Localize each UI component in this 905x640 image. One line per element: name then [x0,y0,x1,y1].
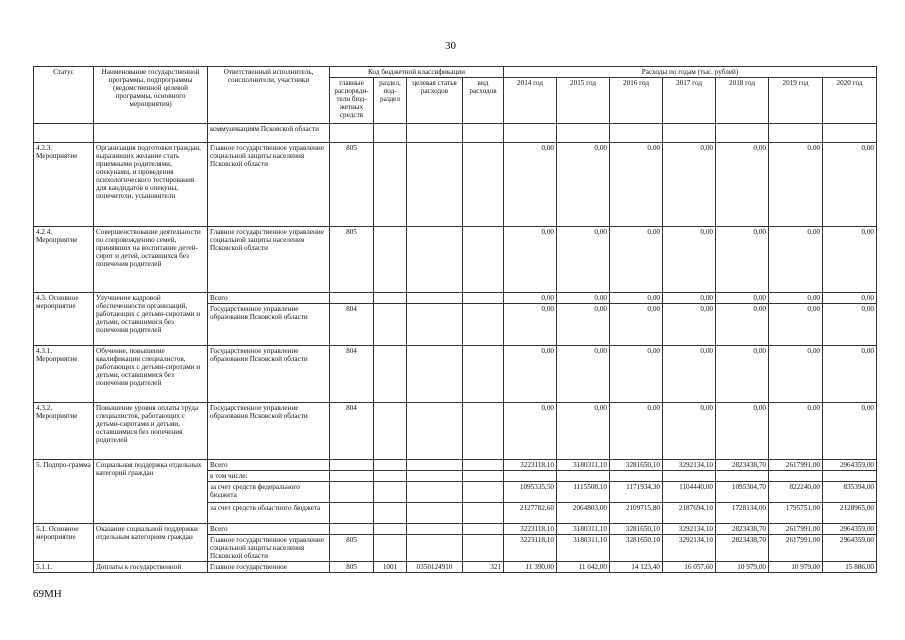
cell-target [407,535,463,562]
cell-exp-type [463,471,504,482]
header-year: 2016 год [610,78,663,124]
cell-value: 2823438,70 [716,524,769,535]
cell-value [663,471,716,482]
cell-exp-type [463,524,504,535]
header-name: Наименование государственной программы, подпрограммы (ведомственной целевой программы, основного мероприятия) [94,67,208,124]
cell-name: Социальная поддержка отдельных категорий граждан [94,460,208,524]
cell-executor: Главное государственное управление социальной защиты населения Псковской области [208,227,330,293]
cell-name: Повышение уровня оплаты труда специалистов, работающих с детьми-сиротами и детьми, оставшимися без попечения родителей [94,403,208,460]
header-grbs: главные распоряди-тели бюд-жетных средств [330,78,374,124]
cell-value: 1171934,30 [610,482,663,503]
cell-value: 1795751,00 [769,503,823,524]
cell-executor: Главное государственное управление социальной защиты населения Псковской области [208,143,330,227]
cell-value: 835394,00 [823,482,877,503]
cell-section [374,460,407,471]
cell-grbs: 805 [330,227,374,293]
cell-value: 2617991,00 [769,460,823,471]
cell-value: 11 042,00 [557,562,610,573]
cell-status: 5.1.1. [34,562,94,573]
cell-value: 3281650,10 [610,524,663,535]
table-row [34,562,877,573]
footer-code: 69МН [33,588,62,600]
budget-table [33,66,877,573]
cell-name: Оказание социальной поддержки отдельным категориям граждан [94,524,208,562]
cell-value [716,471,769,482]
cell-value: 3223118,10 [504,535,557,562]
cell-section [374,403,407,460]
cell-executor: Всего [208,524,330,535]
cell-exp-type [463,482,504,503]
cell-value: 0,00 [769,143,823,227]
cell-value: 0,00 [663,227,716,293]
cell-status: 4.3. Основное мероприятие [34,293,94,346]
cell-value: 0,00 [504,227,557,293]
cell-value: 0,00 [663,346,716,403]
header-year: 2014 год [504,78,557,124]
header-section: раздел, под-раздел [374,78,407,124]
cell-exp-type: 321 [463,562,504,573]
cell-value: 2064803,00 [557,503,610,524]
cell-value: 0,00 [663,293,716,304]
header-expenses: Расходы по годам (тыс. рублей) [504,67,877,78]
cell-target [407,524,463,535]
cell-value: 822240,00 [769,482,823,503]
cell-value: 3180311,10 [557,460,610,471]
cell-value [823,124,877,143]
table-row [34,346,877,403]
cell-value: 0,00 [823,293,877,304]
cell-exp-type [463,346,504,403]
cell-target: 0350124910 [407,562,463,573]
cell-grbs [330,124,374,143]
cell-executor: Всего [208,293,330,304]
cell-value: 2964359,00 [823,524,877,535]
cell-value: 0,00 [610,143,663,227]
cell-grbs: 805 [330,535,374,562]
header-year: 2017 год [663,78,716,124]
cell-name: Доплаты к государственной [94,562,208,573]
cell-value: 0,00 [769,227,823,293]
cell-value: 0,00 [716,304,769,346]
cell-value: 0,00 [823,346,877,403]
cell-section [374,143,407,227]
cell-value: 3292134,10 [663,535,716,562]
table-row [34,460,877,471]
cell-value: 0,00 [769,403,823,460]
page-number: 30 [445,40,456,52]
table-row [34,124,877,143]
cell-value: 0,00 [557,346,610,403]
cell-value [557,471,610,482]
cell-value: 3292134,10 [663,524,716,535]
cell-value: 0,00 [769,293,823,304]
cell-value [504,124,557,143]
cell-value: 0,00 [823,304,877,346]
cell-grbs [330,524,374,535]
cell-value [557,124,610,143]
cell-status [34,124,94,143]
cell-value: 0,00 [716,227,769,293]
cell-target [407,304,463,346]
cell-value: 1095335,50 [504,482,557,503]
cell-grbs [330,471,374,482]
cell-value: 0,00 [504,304,557,346]
cell-value: 0,00 [716,403,769,460]
cell-executor: за счет средств федерального бюджета [208,482,330,503]
cell-value: 0,00 [557,403,610,460]
header-year: 2020 год [823,78,877,124]
cell-value: 2823438,70 [716,535,769,562]
cell-target [407,227,463,293]
cell-value: 2187694,10 [663,503,716,524]
cell-value [663,124,716,143]
cell-name: Обучение, повышение квалификации специалистов, работающих с детьми-сиротами и детьми, оставшимися без попечения родителей [94,346,208,403]
cell-value: 2127782,60 [504,503,557,524]
cell-value: 10 979,00 [769,562,823,573]
cell-value: 0,00 [504,346,557,403]
cell-value: 0,00 [610,293,663,304]
cell-section [374,293,407,304]
cell-value: 0,00 [823,403,877,460]
cell-value: 0,00 [557,143,610,227]
cell-value [716,124,769,143]
cell-value: 0,00 [663,143,716,227]
table-row [34,227,877,293]
cell-section [374,124,407,143]
cell-value: 15 886,00 [823,562,877,573]
cell-exp-type [463,143,504,227]
cell-value: 11 390,00 [504,562,557,573]
cell-value: 0,00 [557,227,610,293]
cell-target [407,503,463,524]
header-year: 2015 год [557,78,610,124]
cell-value [769,124,823,143]
cell-section [374,227,407,293]
cell-exp-type [463,293,504,304]
cell-value: 2109715,80 [610,503,663,524]
cell-value: 0,00 [610,304,663,346]
cell-exp-type [463,304,504,346]
cell-value: 3180311,10 [557,535,610,562]
cell-value: 2964359,00 [823,460,877,471]
cell-grbs: 804 [330,346,374,403]
cell-section [374,524,407,535]
header-executor: Ответственный исполнитель, соисполнители, участники [208,67,330,124]
cell-grbs [330,293,374,304]
cell-value: 1104440,00 [663,482,716,503]
cell-executor: Государственное управление образования Псковской области [208,403,330,460]
cell-exp-type [463,403,504,460]
cell-section [374,503,407,524]
cell-section [374,482,407,503]
cell-name: Совершенствование деятельности по сопровождению семей, принявших на воспитание детей-сирот и детей, оставшихся без попечения родителей [94,227,208,293]
cell-value [823,471,877,482]
cell-name: Улучшение кадровой обеспеченности организаций, работающих с детьми-сиротами и детьми, оставшимися без попечения родителей [94,293,208,346]
table-row [34,524,877,535]
cell-value [610,471,663,482]
cell-status: 5. Подпро-грамма [34,460,94,524]
cell-value: 0,00 [663,304,716,346]
cell-value: 3223118,10 [504,524,557,535]
cell-exp-type [463,503,504,524]
cell-section [374,471,407,482]
cell-value: 0,00 [823,227,877,293]
cell-target [407,124,463,143]
cell-name [94,124,208,143]
cell-grbs: 804 [330,403,374,460]
cell-value: 0,00 [610,346,663,403]
cell-executor: Всего [208,460,330,471]
cell-name: Организация подготовки граждан, выразивших желание стать приемными родителями, опекунами, и проведения психологического тестирования для кандидатов в опекуны, попечители, усыновители [94,143,208,227]
cell-target [407,143,463,227]
cell-grbs: 805 [330,562,374,573]
header-budget-code: Код бюджетной классификации [330,67,504,78]
cell-executor: Главное государственное управление социальной защиты населения Псковской области [208,535,330,562]
cell-value: 0,00 [557,293,610,304]
cell-executor: Главное государственное [208,562,330,573]
cell-value: 16 057,60 [663,562,716,573]
cell-value: 2617991,00 [769,524,823,535]
cell-value: 3292134,10 [663,460,716,471]
cell-executor: в том числе: [208,471,330,482]
cell-value: 0,00 [504,293,557,304]
cell-executor: Государственное управление образования Псковской области [208,304,330,346]
cell-grbs [330,503,374,524]
cell-value: 3223118,10 [504,460,557,471]
cell-value: 0,00 [504,143,557,227]
cell-status: 4.2.4. Мероприятие [34,227,94,293]
cell-value: 3180311,10 [557,524,610,535]
header-exp-type: вид расходов [463,78,504,124]
cell-section [374,535,407,562]
cell-value: 0,00 [716,293,769,304]
header-target: целевая статья расходов [407,78,463,124]
cell-grbs: 805 [330,143,374,227]
cell-status: 4.3.2. Мероприятие [34,403,94,460]
cell-value: 0,00 [557,304,610,346]
cell-value: 2823438,70 [716,460,769,471]
cell-grbs [330,460,374,471]
cell-value: 0,00 [769,304,823,346]
cell-target [407,460,463,471]
cell-value: 0,00 [823,143,877,227]
table-row [34,293,877,304]
cell-status: 4.2.3. Мероприятие [34,143,94,227]
cell-target [407,482,463,503]
cell-exp-type [463,227,504,293]
cell-value: 1095304,70 [716,482,769,503]
cell-value: 10 979,00 [716,562,769,573]
cell-status: 5.1. Основное мероприятие [34,524,94,562]
cell-value: 2128965,00 [823,503,877,524]
cell-value: 0,00 [769,346,823,403]
cell-exp-type [463,124,504,143]
cell-executor: за счет средств областного бюджета [208,503,330,524]
cell-value: 3281650,10 [610,535,663,562]
cell-value: 3281650,10 [610,460,663,471]
cell-grbs [330,482,374,503]
cell-target [407,403,463,460]
cell-value: 0,00 [610,403,663,460]
cell-grbs: 804 [330,304,374,346]
cell-exp-type [463,535,504,562]
cell-executor: коммуникациям Псковской области [208,124,330,143]
table-row [34,143,877,227]
cell-value: 1115508,10 [557,482,610,503]
cell-value: 0,00 [610,227,663,293]
cell-value: 1728134,00 [716,503,769,524]
cell-target [407,293,463,304]
cell-target [407,346,463,403]
cell-value: 2617991,00 [769,535,823,562]
cell-section [374,304,407,346]
cell-value [769,471,823,482]
cell-value: 2964359,00 [823,535,877,562]
cell-section: 1001 [374,562,407,573]
cell-status: 4.3.1. Мероприятие [34,346,94,403]
cell-executor: Государственное управление образования Псковской области [208,346,330,403]
cell-target [407,471,463,482]
cell-section [374,346,407,403]
cell-value: 14 123,40 [610,562,663,573]
header-year: 2019 год [769,78,823,124]
cell-exp-type [463,460,504,471]
header-status: Статус [34,67,94,124]
cell-value [504,471,557,482]
cell-value [610,124,663,143]
cell-value: 0,00 [663,403,716,460]
table-row [34,403,877,460]
cell-value: 0,00 [716,143,769,227]
cell-value: 0,00 [716,346,769,403]
header-year: 2018 год [716,78,769,124]
cell-value: 0,00 [504,403,557,460]
